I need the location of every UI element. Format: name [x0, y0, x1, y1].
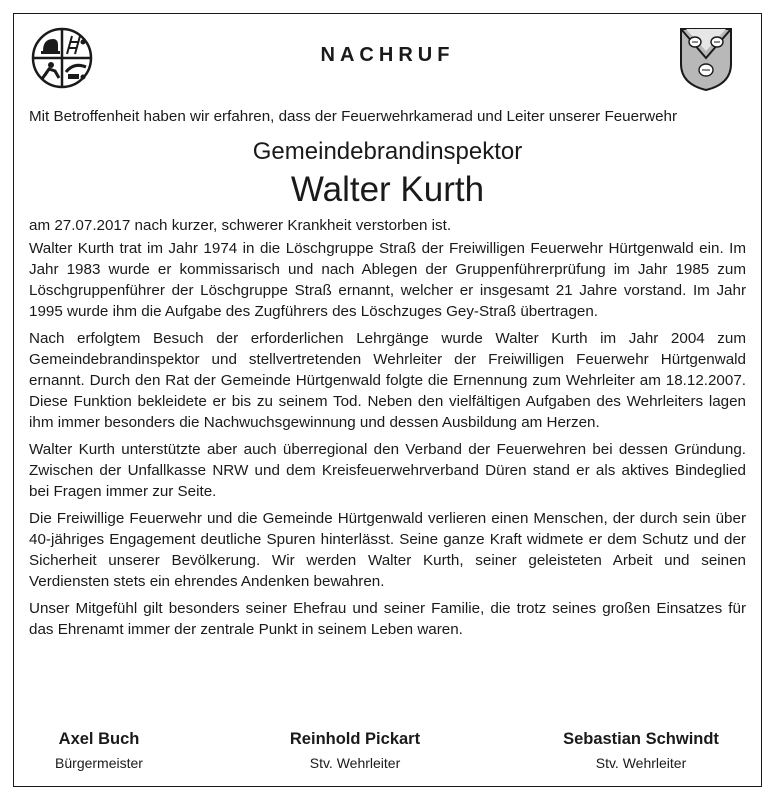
page-title: NACHRUF: [320, 44, 455, 66]
deceased-name: Walter Kurth: [290, 170, 485, 209]
paragraph-tribute: Die Freiwillige Feuerwehr und die Gemeinde Hürtgenwald verlieren einen Menschen, der durch sein über 40-jähriges Engagement deutliche Spuren hinterlässt. Seine ganze Kraft widmete er dem Schutz und der Sicherheit unserer Bevölkerung. Wir werden Walter Kurth, seiner geleisteten Arbeit und seinen Verdiensten stets ein ehrendes Andenken bewahren.: [29, 510, 746, 590]
header: [29, 14, 746, 106]
intro-text: Mit Betroffenheit haben wir erfahren, dass der Feuerwehrkamerad und Leiter unserer Feuerwehr: [29, 108, 678, 125]
signatory-role: Stv. Wehrleiter: [595, 755, 687, 771]
obituary-content: [29, 14, 746, 786]
municipal-coat-of-arms-icon: [678, 26, 734, 92]
signature-block: [270, 728, 440, 774]
signatory-role: Bürgermeister: [55, 755, 143, 771]
signature-block: [29, 728, 169, 774]
paragraph-condolences: Unser Mitgefühl gilt besonders seiner Ehefrau und seiner Familie, die trotz seines großen Einsatzes für das Ehrenamt immer der zentrale Punkt in seinem Leben waren.: [29, 600, 746, 638]
signatory-name: Reinhold Pickart: [289, 730, 421, 748]
signatures: [29, 728, 746, 774]
paragraph-passing: am 27.07.2017 nach kurzer, schwerer Krankheit verstorben ist.: [29, 217, 452, 234]
paragraph-regional-work: Walter Kurth unterstützte aber auch überregional den Verband der Feuerwehren bei dessen Gründung. Zwischen der Unfallkasse NRW und dem Kreisfeuerwehrverband Düren stand er als aktives Bindeglied bei Fragen immer zur Seite.: [29, 441, 746, 500]
paragraph-career-start: Walter Kurth trat im Jahr 1974 in die Löschgruppe Straß der Freiwilligen Feuerwehr Hürtgenwald ein. Im Jahr 1983 wurde er kommissarisch und nach Ablegen der Gruppenführerprüfung im Jahr 1985 zum Löschgruppenführer der Löschgruppe Straß ernannt, welcher er insgesamt 21 Jahre vorstand. Im Jahr 1995 wurde ihm die Aufgabe des Zugführers des Löschzuges Gey-Straß übertragen.: [29, 240, 746, 320]
signatory-name: Sebastian Schwindt: [563, 730, 719, 748]
paragraph-career-leadership: Nach erfolgtem Besuch der erforderlichen Lehrgänge wurde Walter Kurth im Jahr 2004 zum Gemeindebrandinspektor und stellvertretenden Wehrleiter der Freiwilligen Feuerwehr Hürtgenwald ernannt. Durch den Rat der Gemeinde Hürtgenwald folgte die Ernennung zum Wehrleiter am 18.12.2007. Diese Funktion bekleidete er bis zu seinem Tod. Neben den vielfältigen Aufgaben des Wehrleiters lagen ihm immer besonders die Nachwuchsgewinnung und dessen Ausbildung am Herzen.: [29, 330, 746, 431]
signature-block: [541, 728, 741, 774]
deceased-rank: Gemeindebrandinspektor: [252, 138, 523, 165]
signatory-name: Axel Buch: [58, 730, 140, 748]
obituary-frame: [13, 13, 762, 787]
signatory-role: Stv. Wehrleiter: [309, 755, 401, 771]
